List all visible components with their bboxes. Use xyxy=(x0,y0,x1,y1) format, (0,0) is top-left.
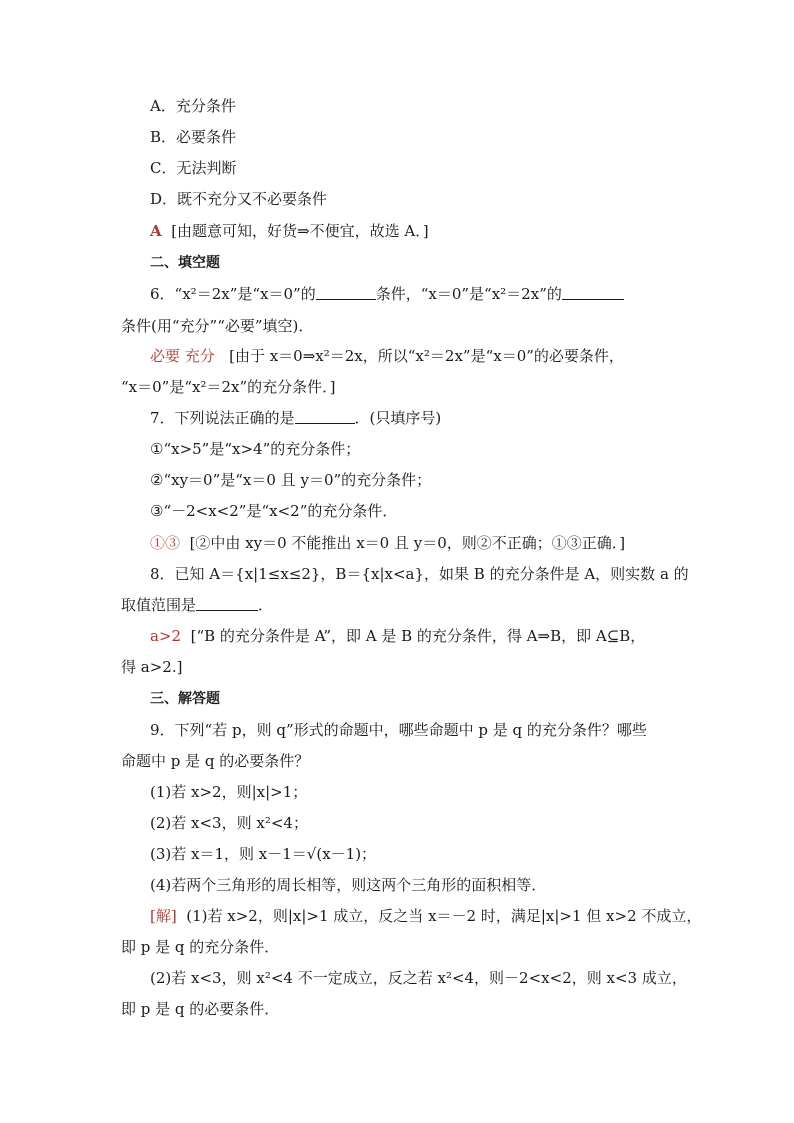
option-c: C．无法判断 xyxy=(150,159,237,177)
q5-answer-line xyxy=(150,221,429,241)
q9-answer-line1 xyxy=(150,906,701,926)
q6-part2: 条件，“x＝0”是“x²＝2x”的 xyxy=(375,285,562,303)
q8-explanation-1: [“B 的充分条件是 A”，即 A 是 B 的充分条件，得 A⇒B，即 A⊆B， xyxy=(190,627,646,645)
q8-stem-text: 取值范围是 xyxy=(121,596,197,614)
q9-stem-line1: 9．下列“若 p，则 q”形式的命题中，哪些命题中 p 是 q 的充分条件？哪些 xyxy=(150,721,647,739)
q6-answer: 必要 充分 xyxy=(150,347,215,365)
option-a: A．充分条件 xyxy=(150,97,236,115)
q7-item-1: ①“x>5”是“x>4”的充分条件； xyxy=(150,440,361,458)
q7-stem-tail: ．(只填序号) xyxy=(354,409,442,427)
q9-answer-1-line2: 即 p 是 q 的充分条件． xyxy=(121,938,280,956)
q8-explanation-2: 得 a>2.] xyxy=(121,658,183,676)
q6-blank-1 xyxy=(316,285,376,300)
q9-stem-line2: 命题中 p 是 q 的必要条件？ xyxy=(121,752,310,770)
q7-item-2: ②“xy＝0”是“x＝0 且 y＝0”的充分条件； xyxy=(150,471,432,489)
q9-answer-2-line2: 即 p 是 q 的必要条件． xyxy=(121,1000,280,1018)
q9-sub-3: (3)若 x＝1，则 x－1＝√(x－1)； xyxy=(150,845,377,863)
q7-blank xyxy=(295,409,355,424)
q6-explanation-2: “x＝0”是“x²＝2x”的充分条件．] xyxy=(121,378,336,396)
q6-explanation-1: [由于 x＝0⇒x²＝2x，所以“x²＝2x”是“x＝0”的必要条件， xyxy=(229,347,624,365)
section-title-answer: 三、解答题 xyxy=(150,691,220,707)
option-d: D．既不充分又不必要条件 xyxy=(150,190,328,208)
option-b: B．必要条件 xyxy=(150,128,237,146)
q5-answer: A xyxy=(150,222,162,240)
q9-answer-1-line1: (1)若 x>2，则|x|>1 成立，反之当 x＝－2 时，满足|x|>1 但 x>2 不成立， xyxy=(186,907,702,925)
q7-answer: ①③ xyxy=(150,534,181,552)
q9-sub-4: (4)若两个三角形的周长相等，则这两个三角形的面积相等． xyxy=(150,876,547,894)
q6-answer-line xyxy=(150,346,624,366)
q6-stem-line2: 条件(用“充分”“必要”填空)． xyxy=(121,317,314,335)
section-title-fill-in: 二、填空题 xyxy=(150,255,220,271)
q7-explanation: [②中由 xy＝0 不能推出 x＝0 且 y＝0，则②不正确；①③正确．] xyxy=(189,534,626,552)
q8-answer: a>2 xyxy=(150,627,182,645)
q9-solution-label: [解] xyxy=(150,907,177,925)
q7-stem-text: 7．下列说法正确的是 xyxy=(150,409,295,427)
q8-stem-tail: ． xyxy=(258,596,274,614)
q9-sub-1: (1)若 x>2，则|x|>1； xyxy=(150,783,308,801)
q9-answer-2-line1: (2)若 x<3，则 x²<4 不一定成立，反之若 x²<4，则－2<x<2，则 x<3 成立， xyxy=(150,969,687,987)
q6-part1: “x²＝2x”是“x＝0”的 xyxy=(174,285,316,303)
q8-stem-line2 xyxy=(121,595,273,615)
q8-answer-line xyxy=(150,626,645,646)
q6-stem-line1 xyxy=(150,284,624,304)
q9-sub-2: (2)若 x<3，则 x²<4； xyxy=(150,814,308,832)
q7-stem xyxy=(150,408,441,428)
q6-blank-2 xyxy=(562,285,624,300)
q8-blank xyxy=(196,596,258,611)
q7-item-3: ③“－2<x<2”是“x<2”的充分条件． xyxy=(150,502,398,520)
q8-stem-line1: 8．已知 A＝{x|1≤x≤2}，B＝{x|x<a}，如果 B 的充分条件是 A，则实数 a 的 xyxy=(150,565,689,583)
q7-answer-line xyxy=(150,533,625,553)
q6-number: 6． xyxy=(150,285,175,303)
q5-explanation: [由题意可知，好货⇒不便宜，故选 A．] xyxy=(171,222,429,240)
